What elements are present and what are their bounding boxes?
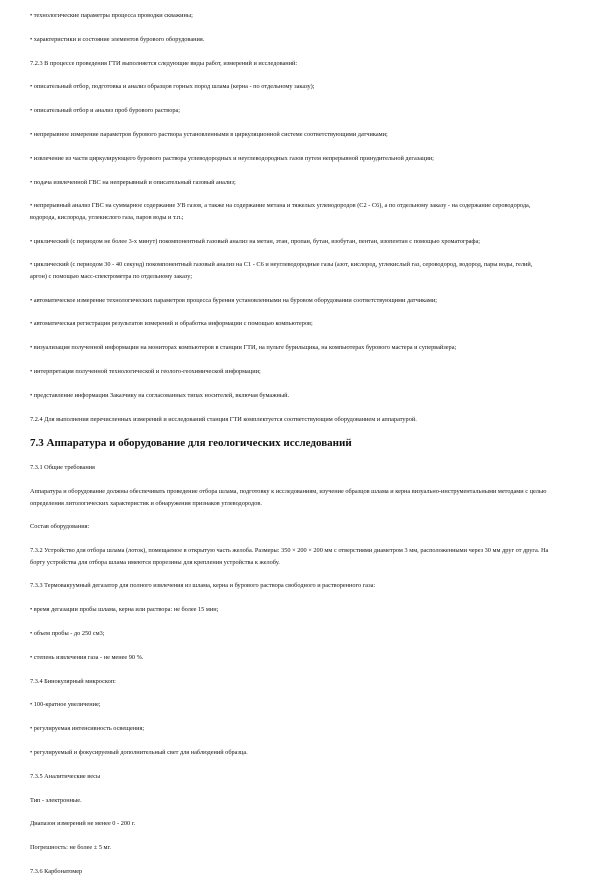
paragraph: • автоматическое измерение технологических параметров процесса бурения установленными на буровом оборудовании соответствующими датчиками; [30, 296, 437, 304]
paragraph: • характеристики и состояние элементов бурового оборудования. [30, 35, 205, 43]
document-page [30, 10, 550, 890]
paragraph: 7.3.3 Термовакуумный дегазатор для полного извлечения из шлама, керна и бурового раствора свободного и растворенного газа: [30, 582, 376, 590]
paragraph: • извлечение из части циркулирующего бурового раствора углеводородных и неуглеводородных газов путем непрерывной принудительной дегазации; [30, 154, 434, 162]
paragraph: Погрешность: не более ± 5 мг. [30, 844, 111, 852]
paragraph: • регулируемая интенсивность освещения; [30, 725, 145, 733]
paragraph: 7.2.4 Для выполнения перечисленных измерений и исследований станция ГТИ комплектуется соответствующим оборудованием и аппаратурой. [30, 415, 417, 423]
paragraph: 7.2.3 В процессе проведения ГТИ выполняется следующие виды работ, измерений и исследований: [30, 59, 298, 67]
paragraphs-top [30, 10, 550, 425]
paragraph: Состав оборудования: [30, 523, 90, 531]
paragraph: 7.3.2 Устройство для отбора шлама (лоток), помещаемое в открытую часть желоба. Размеры: 350 × 200 × 200 мм с отверстиями диаметром 3 мм, расположенными через 30 мм друг от друга. На борту устройства для отбора шлама имеются прорезины для крепления устройства к желобу. [30, 547, 549, 566]
paragraph: • подача извлеченной ГВС на непрерывный и описательный газовый анализ; [30, 178, 236, 186]
paragraphs-bottom [30, 462, 550, 877]
paragraph: • автоматическая регистрация результатов измерений и обработка информации с помощью компьютеров; [30, 320, 313, 328]
paragraph: • непрерывное измерение параметров бурового раствора установленными в циркуляционной системе соответствующими датчиками; [30, 130, 388, 138]
paragraph: 7.3.4 Бинокулярный микроскоп: [30, 677, 116, 685]
paragraph: • визуализация полученной информации на мониторах компьютеров в станции ГТИ, на пульте бурильщика, на компьютерах бурового мастера и супервайзера; [30, 344, 457, 352]
paragraph: Тип - электронные. [30, 796, 82, 804]
paragraph: • циклический (с периодом 30 - 40 секунд) покомпонентный газовый анализ на С1 - С6 и неуглеводородные газы (азот, кислород, углекислый газ, сероводород, водород, пары воды, гелий, аргон) с помощью масс-спектрометра по отдельному заказу; [30, 261, 533, 280]
paragraph: Аппаратура и оборудование должны обеспечивать проведение отбора шлама, подготовку к исследованиям, изучение образцов шлама и керна визуально-инструментальными методами с целью определения литологических характеристик и обнаружения признаков углеводородов. [30, 488, 547, 507]
paragraph: 7.3.5 Аналитические весы [30, 772, 101, 780]
paragraph: • представление информации Заказчику на согласованных типах носителей, включая бумажный. [30, 391, 290, 399]
paragraph: • 100-кратное увеличение; [30, 701, 101, 709]
paragraph: • регулируемый и фокусируемый дополнительный свет для наблюдений образца. [30, 748, 248, 756]
paragraph: • циклический (с периодом не более 3-х минут) покомпонентный газовый анализ на метан, этан, пропан, бутан, изобутан, пентан, изопентан с помощью хроматографа; [30, 237, 481, 245]
paragraph: • интерпретация полученной технологической и геолого-геохимической информации; [30, 367, 261, 375]
paragraph: • непрерывный анализ ГВС на суммарное содержание УВ газов, а также на содержание метана и тяжелых углеводородов (С2 - С6), а по отдельному заказу - на содержание сероводорода, водорода, кислорода, углекислого газа, паров воды и т.п.; [30, 202, 531, 221]
paragraph: 7.3.1 Общие требования [30, 464, 95, 472]
paragraph: • объем пробы - до 250 см3; [30, 629, 105, 637]
paragraph: • описательный отбор, подготовка и анализ образцов горных пород шлама (керна - по отдельному заказу); [30, 83, 315, 91]
paragraph: Диапазон измерений не менее 0 - 200 г. [30, 820, 136, 828]
section-heading: 7.3 Аппаратура и оборудование для геологических исследований [30, 437, 352, 450]
paragraph: • технологические параметры процесса проводки скважины; [30, 12, 193, 19]
paragraph: 7.3.6 Карбонатомер [30, 867, 83, 875]
paragraph: • время дегазации пробы шлама, керна или раствора: не более 15 мин; [30, 606, 219, 614]
paragraph: • описательный отбор и анализ проб бурового раствора; [30, 107, 181, 115]
paragraph: • степень извлечения газа - не менее 90 %. [30, 653, 144, 661]
